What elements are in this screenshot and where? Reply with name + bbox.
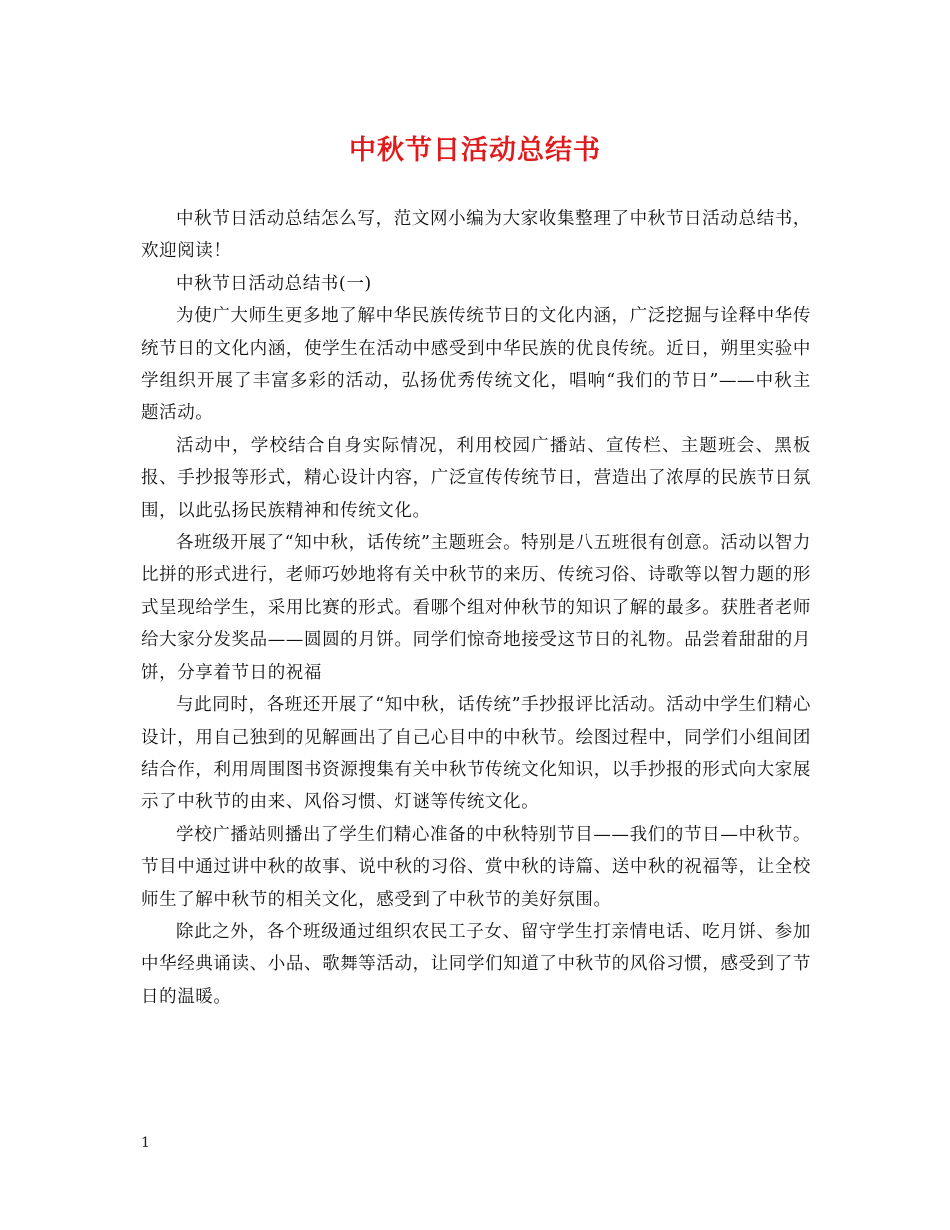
paragraph: 各班级开展了“知中秋，话传统”主题班会。特别是八五班很有创意。活动以智力比拼的形式进行，老师巧妙地将有关中秋节的来历、传统习俗、诗歌等以智力题的形式呈现给学生，采用比赛的形式。看哪个组对仲秋节的知识了解的最多。获胜者老师给大家分发奖品——圆圆的月饼。同学们惊奇地接受这节日的礼物。品尝着甜甜的月饼，分享着节日的祝福 bbox=[141, 533, 811, 683]
page-number: 1 bbox=[141, 1135, 150, 1151]
paragraph: 为使广大师生更多地了解中华民族传统节日的文化内涵，广泛挖掘与诠释中华传统节日的文化内涵，使学生在活动中感受到中华民族的优良传统。近日，朔里实验中学组织开展了丰富多彩的活动，弘扬优秀传统文化，唱响“我们的节日”——中秋主题活动。 bbox=[141, 306, 811, 424]
paragraph: 除此之外，各个班级通过组织农民工子女、留守学生打亲情电话、吃月饼、参加中华经典诵读、小品、歌舞等活动，让同学们知道了中秋节的风俗习惯，感受到了节日的温暖。 bbox=[141, 921, 811, 1007]
document-body bbox=[141, 203, 811, 1013]
document-title: 中秋节日活动总结书 bbox=[349, 135, 601, 166]
paragraph: 活动中，学校结合自身实际情况，利用校园广播站、宣传栏、主题班会、黑板报、手抄报等形式，精心设计内容，广泛宣传传统节日，营造出了浓厚的民族节日氛围，以此弘扬民族精神和传统文化。 bbox=[141, 435, 811, 521]
paragraph-intro: 中秋节日活动总结怎么写，范文网小编为大家收集整理了中秋节日活动总结书，欢迎阅读！ bbox=[141, 209, 811, 262]
paragraph: 与此同时，各班还开展了“知中秋，话传统”手抄报评比活动。活动中学生们精心设计，用自己独到的见解画出了自己心目中的中秋节。绘图过程中，同学们小组间团结合作，利用周围图书资源搜集有关中秋节传统文化知识，以手抄报的形式向大家展示了中秋节的由来、风俗习惯、灯谜等传统文化。 bbox=[141, 695, 811, 813]
section-heading: 中秋节日活动总结书(一) bbox=[176, 273, 372, 294]
paragraph: 学校广播站则播出了学生们精心准备的中秋特别节目——我们的节日—中秋节。节目中通过讲中秋的故事、说中秋的习俗、赏中秋的诗篇、送中秋的祝福等，让全校师生了解中秋节的相关文化，感受到了中秋节的美好氛围。 bbox=[141, 824, 811, 910]
